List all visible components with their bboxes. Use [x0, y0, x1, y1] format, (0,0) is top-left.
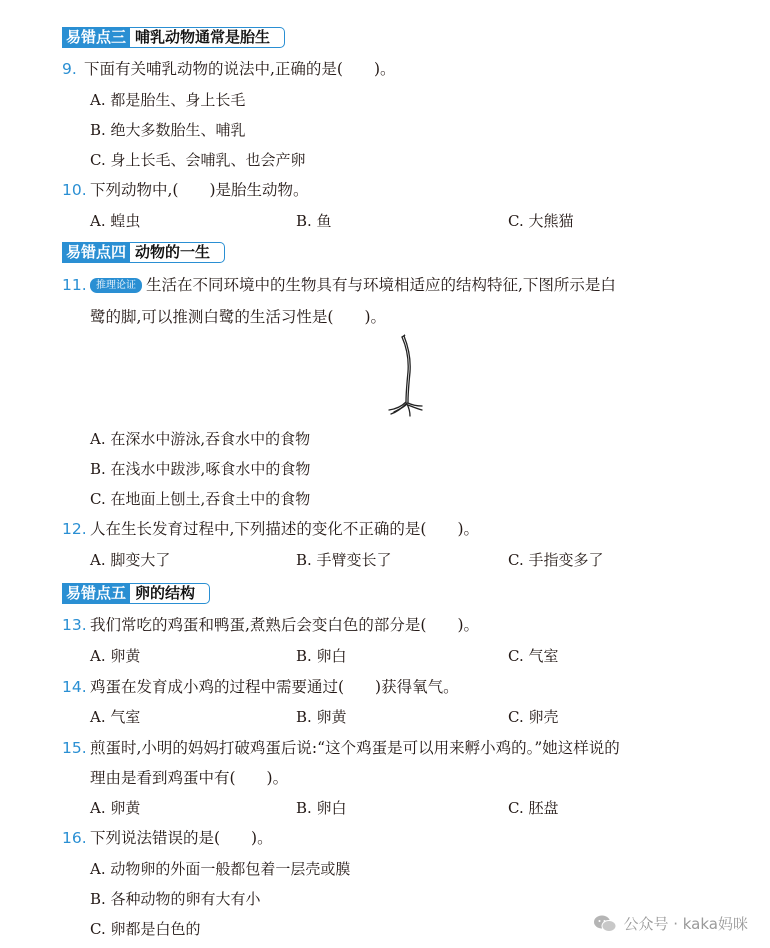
section-tag: 易错点三	[62, 27, 130, 48]
option-9a: A. 都是胎生、身上长毛	[90, 91, 246, 109]
option-15a: A. 卵黄	[90, 799, 141, 817]
option-11b: B. 在浅水中跋涉,啄食水中的食物	[90, 460, 311, 478]
wechat-icon	[593, 914, 617, 934]
option-13b: B. 卵白	[296, 647, 347, 665]
option-16c: C. 卵都是白色的	[90, 920, 201, 938]
section-title: 动物的一生	[130, 242, 225, 263]
option-14c: C. 卵壳	[508, 708, 559, 726]
section-header-4	[62, 242, 225, 263]
question-12	[62, 518, 479, 540]
question-text-line-2: 鹭的脚,可以推测白鹭的生活习性是( )。	[90, 308, 387, 326]
section-title: 卵的结构	[130, 583, 210, 604]
question-text-line-2: 理由是看到鸡蛋中有( )。	[90, 769, 289, 787]
question-text: 下面有关哺乳动物的说法中,正确的是( )。	[84, 60, 396, 78]
question-text: 我们常吃的鸡蛋和鸭蛋,煮熟后会变白色的部分是( )。	[90, 616, 480, 634]
option-14b: B. 卵黄	[296, 708, 347, 726]
option-15c: C. 胚盘	[508, 799, 559, 817]
question-number: 13.	[62, 616, 87, 634]
question-number: 10.	[62, 181, 87, 199]
section-header-3	[62, 27, 285, 48]
question-10	[62, 179, 309, 201]
option-14a: A. 气室	[90, 708, 141, 726]
option-12c: C. 手指变多了	[508, 551, 604, 569]
option-15b: B. 卵白	[296, 799, 347, 817]
option-10c: C. 大熊猫	[508, 212, 574, 230]
question-13	[62, 614, 479, 636]
question-text-line-1: 煎蛋时,小明的妈妈打破鸡蛋后说:“这个鸡蛋是可以用来孵小鸡的。”她这样说的	[90, 739, 620, 757]
question-text: 鸡蛋在发育成小鸡的过程中需要通过( )获得氧气。	[90, 678, 459, 696]
question-14	[62, 676, 459, 698]
option-9b: B. 绝大多数胎生、哺乳	[90, 121, 246, 139]
question-text-line-1: 生活在不同环境中的生物具有与环境相适应的结构特征,下图所示是白	[146, 276, 616, 294]
question-9	[62, 58, 396, 80]
option-13a: A. 卵黄	[90, 647, 141, 665]
section-title: 哺乳动物通常是胎生	[130, 27, 285, 48]
section-tag: 易错点四	[62, 242, 130, 263]
option-16b: B. 各种动物的卵有大有小	[90, 890, 261, 908]
egret-foot-illustration	[380, 334, 430, 418]
option-13c: C. 气室	[508, 647, 559, 665]
question-number: 16.	[62, 829, 87, 847]
watermark-text: 公众号 · kaka妈咪	[623, 915, 748, 933]
question-number: 11.	[62, 276, 87, 294]
option-12b: B. 手臂变长了	[296, 551, 392, 569]
option-12a: A. 脚变大了	[90, 551, 171, 569]
option-10a: A. 蝗虫	[90, 212, 141, 230]
option-9c: C. 身上长毛、会哺乳、也会产卵	[90, 151, 306, 169]
question-text: 下列动物中,( )是胎生动物。	[90, 181, 309, 199]
question-number: 12.	[62, 520, 87, 538]
question-11	[62, 274, 616, 296]
question-number: 14.	[62, 678, 87, 696]
question-text: 人在生长发育过程中,下列描述的变化不正确的是( )。	[90, 520, 480, 538]
question-number: 9.	[62, 60, 77, 78]
option-11a: A. 在深水中游泳,吞食水中的食物	[90, 430, 311, 448]
question-number: 15.	[62, 739, 87, 757]
skill-tag: 推理论证	[90, 278, 142, 293]
section-header-5	[62, 583, 210, 604]
option-10b: B. 鱼	[296, 212, 332, 230]
watermark	[593, 913, 748, 934]
section-tag: 易错点五	[62, 583, 130, 604]
option-16a: A. 动物卵的外面一般都包着一层壳或膜	[90, 860, 351, 878]
option-11c: C. 在地面上刨土,吞食土中的食物	[90, 490, 311, 508]
question-16	[62, 827, 273, 849]
question-text: 下列说法错误的是( )。	[90, 829, 273, 847]
question-15	[62, 737, 620, 759]
